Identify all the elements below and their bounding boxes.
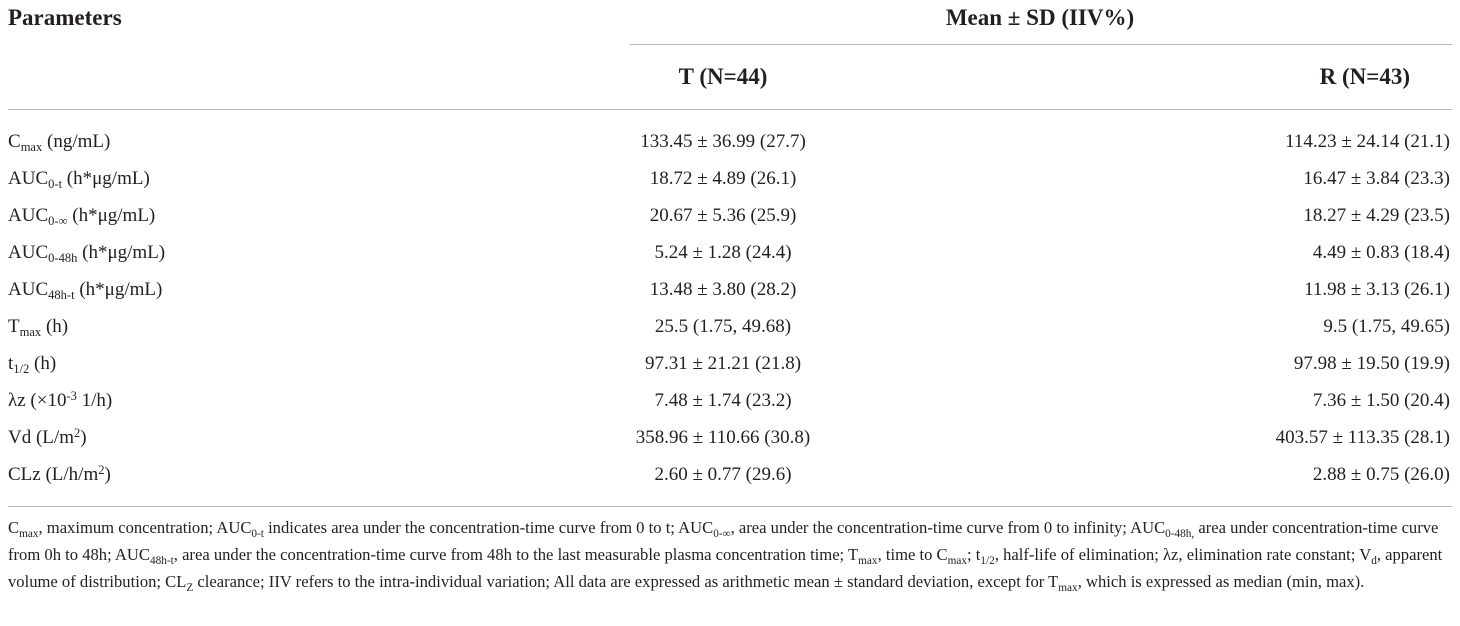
table-row xyxy=(0,164,1460,194)
t-value-cell: 358.96 ± 110.66 (30.8) xyxy=(635,427,811,448)
r-value-cell: 97.98 ± 19.50 (19.9) xyxy=(1293,353,1450,374)
param-cell: Vd $(L/m^2)$ xyxy=(8,426,87,448)
t-value-cell: 7.48 ± 1.74 (23.2) xyxy=(654,390,792,411)
header-t-group: T (N=44) xyxy=(678,64,768,89)
header-mean-sd: Mean ± SD (IIV%) xyxy=(945,5,1135,30)
t-value-cell: 20.67 ± 5.36 (25.9) xyxy=(649,205,797,226)
t-value-cell: 25.5 (1.75, 49.68) xyxy=(654,316,792,337)
header-r-group: R (N=43) xyxy=(1319,64,1410,89)
r-value-cell: 2.88 ± 0.75 (26.0) xyxy=(1312,464,1450,485)
param-cell: $AUC_{0-48h}$ (h*μg/mL) xyxy=(8,242,166,266)
r-value-cell: 18.27 ± 4.29 (23.5) xyxy=(1303,205,1450,226)
param-cell: λz ($\times 10^{-3}$ 1/h) xyxy=(8,389,113,411)
r-value-cell: 9.5 (1.75, 49.65) xyxy=(1323,316,1450,337)
header-parameters: Parameters xyxy=(8,5,122,30)
table-row xyxy=(0,275,1460,305)
table-row xyxy=(0,386,1460,416)
param-cell: $AUC_{0-t}$ (h*μg/mL) xyxy=(8,168,150,192)
table-row xyxy=(0,312,1460,342)
table-row xyxy=(0,238,1460,268)
t-value-cell: 97.31 ± 21.21 (21.8) xyxy=(644,353,802,374)
table-row xyxy=(0,349,1460,379)
table-bottom-rule xyxy=(8,506,1452,507)
param-cell: $t_{1/2}$ (h) xyxy=(8,353,57,377)
r-value-cell: 4.49 ± 0.83 (18.4) xyxy=(1312,242,1450,263)
t-value-cell: 2.60 ± 0.77 (29.6) xyxy=(654,464,792,485)
table-footnote: $C_{max}$, maximum concentration; $AUC_{0-t}$ indicates area under the concentration-time curve from 0 to t; $AUC_{0-\infty}$, area under the concentration-time curve from 0 to infinity; $AUC_{0-48h,}$ area under concentration-time curve from 0h to 48h; $AUC_{48h-t}$, area under the concentration-time curve from 48h to the last measurable plasma concentration time; $T_{max}$, time to $C_{max}$; $t_{1/2}$, half-life of elimination; λz, elimination rate constant; $V_d$, apparent volume of distribution; $CL_Z$ clearance; IIV refers to the intra-individual variation; All data are expressed as arithmetic mean ± standard deviation, except for $T_{max}$, which is expressed as median (min, max). xyxy=(8,518,1443,594)
header-bottom-rule xyxy=(8,109,1452,110)
r-value-cell: 16.47 ± 3.84 (23.3) xyxy=(1303,168,1450,189)
param-cell: $AUC_{0-\infty}$ (h*μg/mL) xyxy=(8,205,156,229)
param-cell: $T_{max}$ (h) xyxy=(8,316,69,340)
t-value-cell: 13.48 ± 3.80 (28.2) xyxy=(649,279,797,300)
header-group-rule xyxy=(630,44,1452,45)
r-value-cell: 11.98 ± 3.13 (26.1) xyxy=(1304,279,1450,300)
param-cell: $C_{max}$ (ng/mL) xyxy=(8,131,111,155)
t-value-cell: 18.72 ± 4.89 (26.1) xyxy=(649,168,797,189)
r-value-cell: 7.36 ± 1.50 (20.4) xyxy=(1312,390,1450,411)
table-row xyxy=(0,201,1460,231)
t-value-cell: 133.45 ± 36.99 (27.7) xyxy=(640,131,806,152)
table-row xyxy=(0,423,1460,453)
r-value-cell: 403.57 ± 113.35 (28.1) xyxy=(1275,427,1450,448)
param-cell: CLz $(L/h/m^2)$ xyxy=(8,463,111,485)
table-row xyxy=(0,127,1460,157)
r-value-cell: 114.23 ± 24.14 (21.1) xyxy=(1285,131,1450,152)
table-row xyxy=(0,460,1460,490)
t-value-cell: 5.24 ± 1.28 (24.4) xyxy=(654,242,792,263)
param-cell: $AUC_{48h-t}$ (h*μg/mL) xyxy=(8,279,163,303)
